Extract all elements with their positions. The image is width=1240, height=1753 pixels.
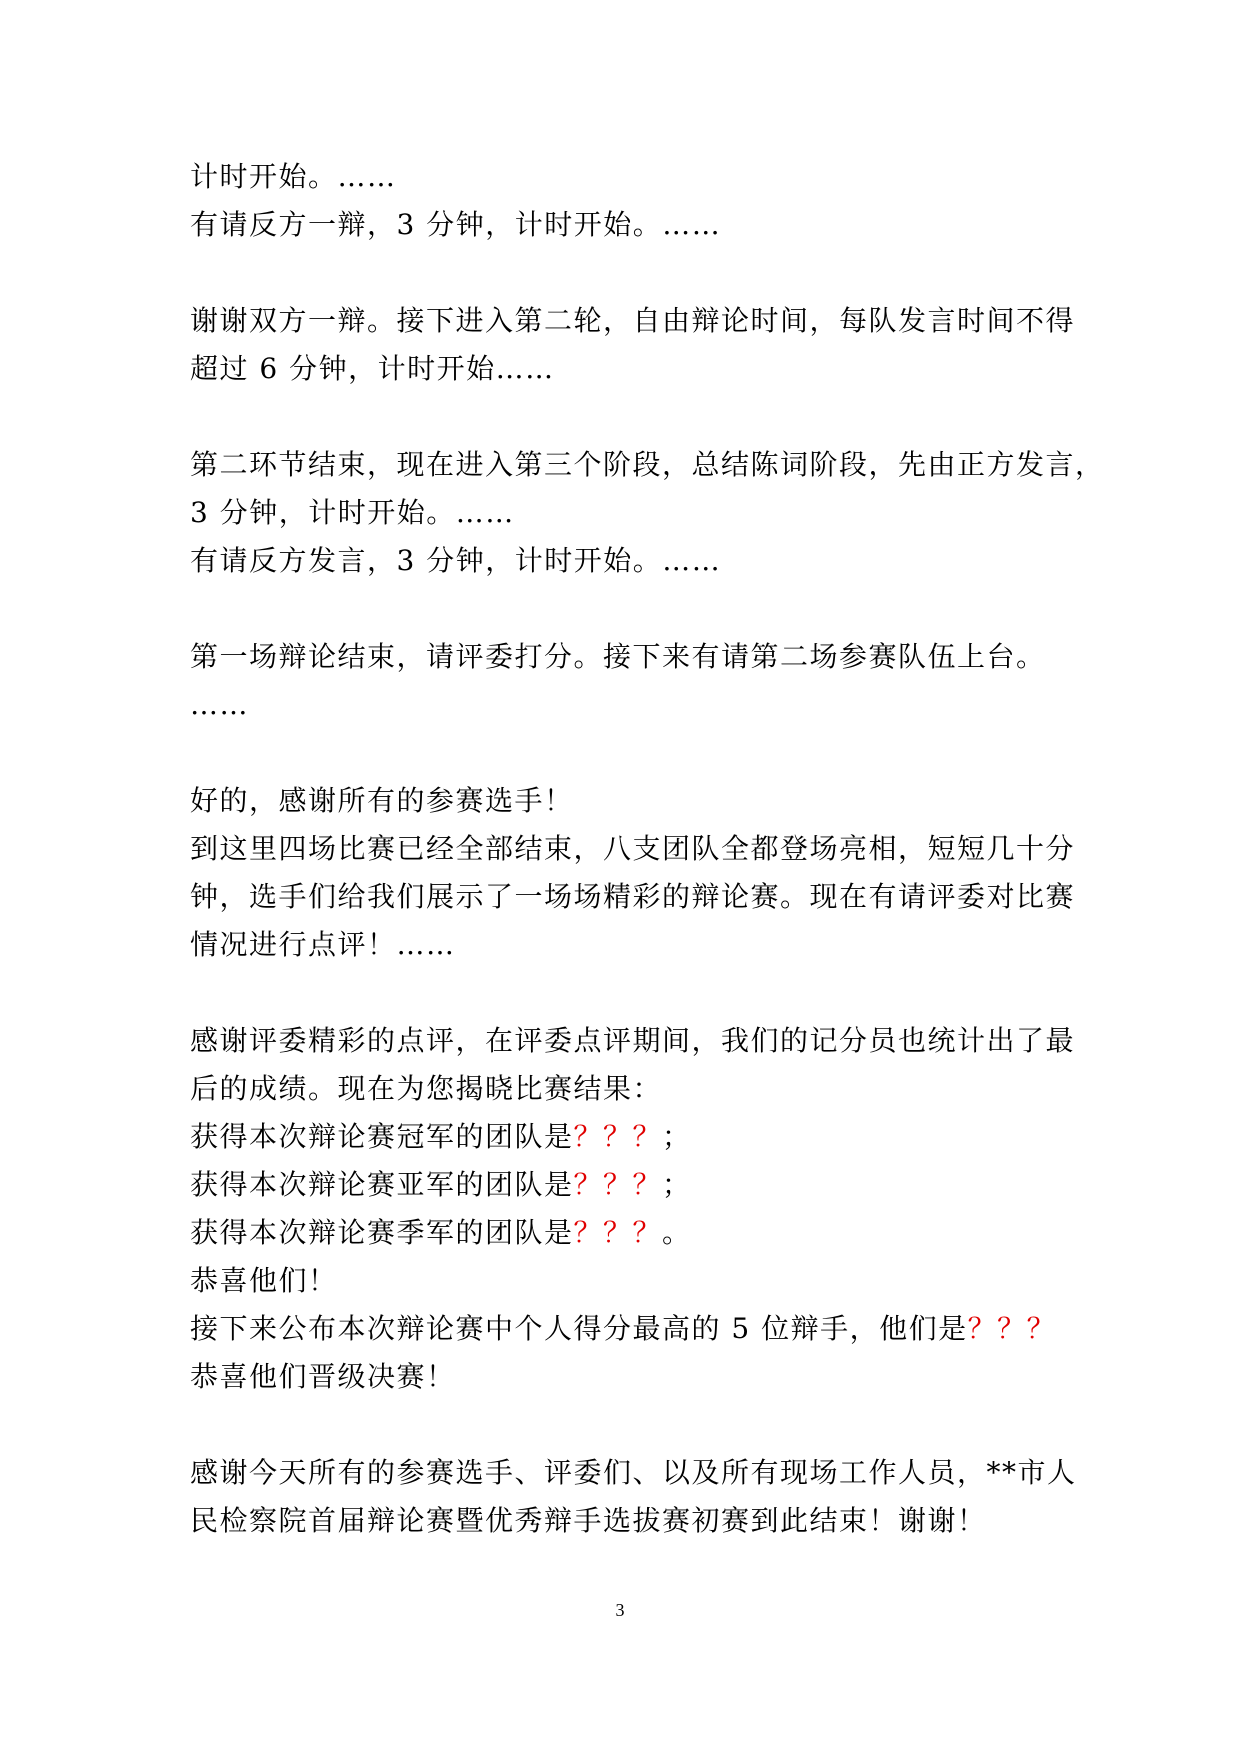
text-line: 到这里四场比赛已经全部结束，八支团队全都登场亮相，短短几十分 [190, 832, 1076, 865]
text-line: 感谢今天所有的参赛选手、评委们、以及所有现场工作人员，**市人 [190, 1456, 1077, 1489]
text-line: 恭喜他们！ [190, 1264, 338, 1297]
runner-up-placeholder: ？？？ [573, 1168, 663, 1201]
paragraph-spacer [190, 969, 1060, 1017]
text-line: …… [190, 688, 249, 721]
text-line: 恭喜他们晋级决赛！ [190, 1360, 456, 1393]
paragraph-spacer [190, 585, 1060, 633]
text-line: 钟，选手们给我们展示了一场场精彩的辩论赛。现在有请评委对比赛 [190, 880, 1076, 913]
paragraph-spacer [190, 1401, 1060, 1449]
paragraph-spacer [190, 393, 1060, 441]
champion-label: 获得本次辩论赛冠军的团队是 [190, 1120, 574, 1153]
runner-up-line [190, 1161, 1060, 1209]
paragraph-closing-statements [190, 441, 1105, 585]
paragraph-free-debate [190, 297, 1076, 393]
text-line: 情况进行点评！…… [190, 928, 456, 961]
text-line: 超过 6 分钟，计时开始…… [190, 352, 555, 385]
text-line: 有请反方发言，3 分钟，计时开始。…… [190, 544, 722, 577]
paragraph-first-match-end [190, 633, 1060, 729]
text-line: 民检察院首届辩论赛暨优秀辩手选拔赛初赛到此结束！谢谢！ [190, 1504, 987, 1537]
champion-placeholder: ？？？ [573, 1120, 663, 1153]
top-five-label: 接下来公布本次辩论赛中个人得分最高的 5 位辩手，他们是 [190, 1312, 968, 1345]
third-place-label: 获得本次辩论赛季军的团队是 [190, 1216, 574, 1249]
text-line: 第二环节结束，现在进入第三个阶段，总结陈词阶段，先由正方发言， [190, 448, 1105, 481]
text-line: 有请反方一辩，3 分钟，计时开始。…… [190, 208, 722, 241]
top-five-placeholder: ？？？ [967, 1312, 1057, 1345]
text-line: 好的，感谢所有的参赛选手！ [190, 784, 574, 817]
top-five-line [190, 1305, 1060, 1353]
paragraph-spacer [190, 729, 1060, 777]
third-place-line [190, 1209, 1060, 1257]
text-line: 3 分钟，计时开始。…… [190, 496, 515, 529]
text-line: 后的成绩。现在为您揭晓比赛结果： [190, 1072, 663, 1105]
paragraph-closing-remarks [190, 1449, 1077, 1545]
third-place-punct: 。 [662, 1216, 692, 1249]
page-number: 3 [615, 1600, 625, 1620]
text-line: 第一场辩论结束，请评委打分。接下来有请第二场参赛队伍上台。 [190, 640, 1046, 673]
document-body [190, 153, 1105, 1545]
text-line: 感谢评委精彩的点评，在评委点评期间，我们的记分员也统计出了最 [190, 1024, 1076, 1057]
text-line: 谢谢双方一辩。接下进入第二轮，自由辩论时间，每队发言时间不得 [190, 304, 1076, 337]
runner-up-label: 获得本次辩论赛亚军的团队是 [190, 1168, 574, 1201]
paragraph-spacer [190, 249, 1060, 297]
paragraph-results [190, 1017, 1076, 1401]
third-place-placeholder: ？？？ [573, 1216, 663, 1249]
champion-punct: ； [662, 1120, 692, 1153]
paragraph-thanks-contestants [190, 777, 1076, 969]
runner-up-punct: ； [662, 1168, 692, 1201]
paragraph-affirmative-timing [190, 153, 1060, 249]
champion-line [190, 1113, 1060, 1161]
text-line: 计时开始。…… [190, 160, 397, 193]
